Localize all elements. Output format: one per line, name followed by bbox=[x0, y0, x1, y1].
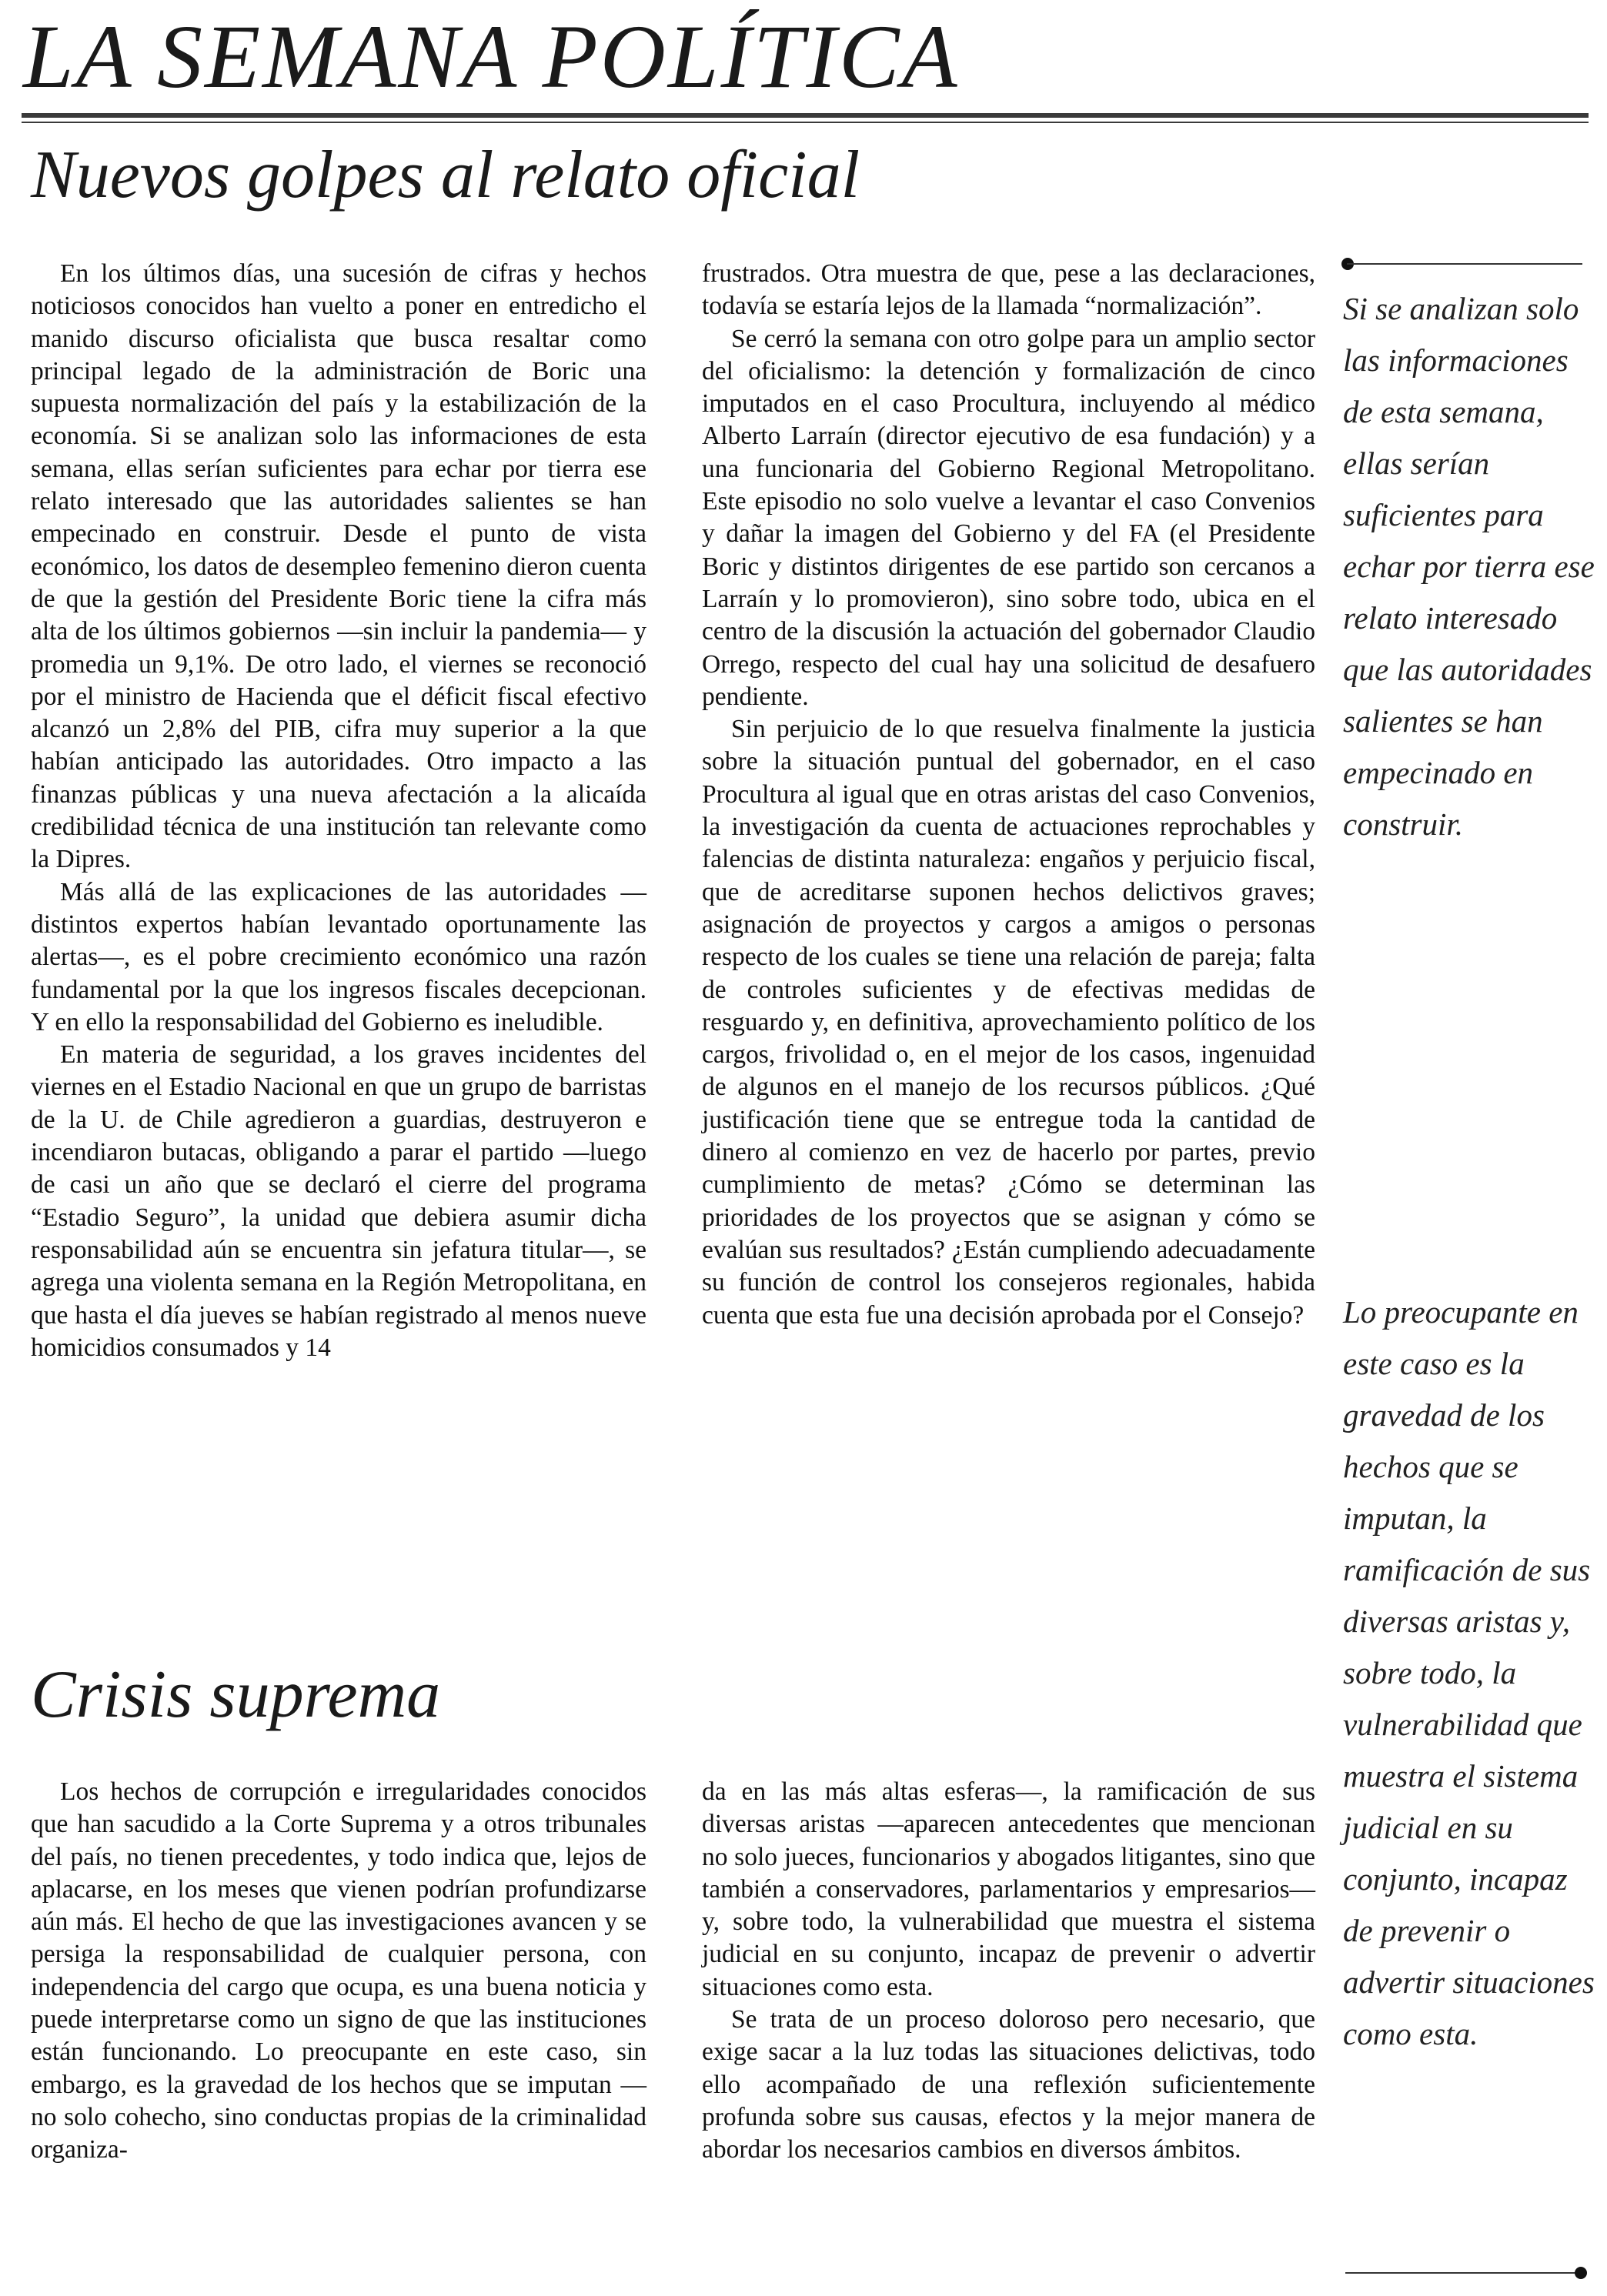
paragraph: Más allá de las explicaciones de las autoridades —distintos expertos habían levantado oportunamente las alertas—, es el pobre crecimiento económico una razón fundamental por la que los ingresos fiscales decepcionan. Y en ello la responsabilidad del Gobierno es ineludible. bbox=[31, 877, 646, 1036]
article-1-column-2 bbox=[702, 258, 1315, 1332]
paragraph: frustrados. Otra muestra de que, pese a las declaraciones, todavía se estaría lejos de la llamada “normalización”. bbox=[702, 259, 1315, 321]
paragraph: Sin perjuicio de lo que resuelva finalmente la justicia sobre la situación puntual del gobernador, en el caso Procultura al igual que en otras aristas del caso Convenios, la investigación da cuenta de actuaciones reprochables y falencias de distinta naturaleza: engaños y perjuicio fiscal, que de acreditarse suponen hechos delictivos graves; asignación de proyectos y cargos a amigos o personas respecto de los cuales se tiene una relación de pareja; falta de controles suficientes y de efectivas medidas de resguardo y, en definitiva, aprovechamiento político de los cargos, frivolidad o, en el mejor de los casos, ingenuidad de algunos en el manejo de los recursos públicos. ¿Qué justificación tiene que se entregue toda la cantidad de dinero al comienzo en vez de hacerlo por partes, previo cumplimiento de metas? ¿Cómo se determinan las prioridades de los proyectos que se asignan y cómo se evalúan sus resultados? ¿Están cumpliendo adecuadamente su función de control los consejeros regionales, habida cuenta que esta fue una decisión aprobada por el Consejo? bbox=[702, 715, 1315, 1330]
headline-article-2: Crisis suprema bbox=[31, 1657, 441, 1732]
paragraph: Se trata de un proceso doloroso pero necesario, que exige sacar a la luz todas las situaciones delictivas, todo ello acompañado de una reflexión suficientemente profunda sobre sus causas, efectos y la mejor manera de abordar los necesarios cambios en diversos ámbitos. bbox=[702, 2005, 1315, 2164]
article-1-column-1 bbox=[31, 258, 646, 1364]
paragraph: Se cerró la semana con otro golpe para un amplio sector del oficialismo: la detención y formalización de cinco imputados en el caso Procultura, incluyendo al médico Alberto Larraín (director ejecutivo de esa fundación) y a una funcionaria del Gobierno Regional Metropolitano. Este episodio no solo vuelve a levantar el caso Convenios y dañar la imagen del Gobierno y del FA (el Presidente Boric y distintos dirigentes de ese partido son cercanos a Larraín y lo promovieron), sino sobre todo, ubica en el centro de la discusión la actuación del gobernador Claudio Orrego, respecto del cual hay una solicitud de desafuero pendiente. bbox=[702, 324, 1315, 711]
pullquote-1: Si se analizan solo las informaciones de esta semana, ellas serían suficientes para echar por tierra ese relato interesado que las autoridades salientes se han empecinado en construir. bbox=[1343, 291, 1595, 842]
pullquote-bottom-rule bbox=[1345, 2272, 1581, 2274]
paragraph: da en las más altas esferas—, la ramificación de sus diversas aristas —aparecen antecedentes que mencionan no solo jueces, funcionarios y abogados litigantes, sino que también a conservadores, parlamentarios y empresarios— y, sobre todo, la vulnerabilidad que muestra el sistema judicial en su conjunto, incapaz de prevenir o advertir situaciones como esta. bbox=[702, 1777, 1315, 2001]
pullquote-bottom-dot bbox=[1575, 2267, 1587, 2279]
header-rule-thin bbox=[22, 122, 1589, 123]
paragraph: Los hechos de corrupción e irregularidades conocidos que han sacudido a la Corte Suprema y a otros tribunales del país, no tienen precedentes, y todo indica que, lejos de aplacarse, en los meses que vienen podrían profundizarse aún más. El hecho de que las investigaciones avancen y se persiga la responsabilidad de cualquier persona, con independencia del cargo que ocupa, es una buena noticia y puede interpretarse como un signo de que las instituciones están funcionando. Lo preocupante en este caso, sin embargo, es la gravedad de los hechos que se imputan —no solo cohecho, sino conductas propias de la criminalidad organiza- bbox=[31, 1777, 646, 2164]
article-2-column-2 bbox=[702, 1776, 1315, 2167]
section-title: LA SEMANA POLÍTICA bbox=[23, 6, 960, 107]
article-2-column-1 bbox=[31, 1776, 646, 2167]
pullquote-2: Lo preocupante en este caso es la gravedad de los hechos que se imputan, la ramificación de sus diversas aristas y, sobre todo, la vulnerabilidad que muestra el sistema judicial en su conjunto, incapaz de prevenir o advertir situaciones como esta. bbox=[1343, 1294, 1595, 2051]
pullquote-top-rule bbox=[1347, 263, 1582, 265]
paragraph: En materia de seguridad, a los graves incidentes del viernes en el Estadio Nacional en que un grupo de barristas de la U. de Chile agredieron a guardias, destruyeron e incendiaron butacas, obligando a parar el partido —luego de casi un año que se declaró el cierre del programa “Estadio Seguro”, la unidad que debiera asumir dicha responsabilidad aún se encuentra sin jefatura titular—, se agrega una violenta semana en la Región Metropolitana, en que hasta el día jueves se habían registrado al menos nueve homicidios consumados y 14 bbox=[31, 1040, 646, 1362]
paragraph: En los últimos días, una sucesión de cifras y hechos noticiosos conocidos han vuelto a poner en entredicho el manido discurso oficialista que busca resaltar como principal legado de la administración de Boric una supuesta normalización del país y la estabilización de la economía. Si se analizan solo las informaciones de esta semana, ellas serían suficientes para echar por tierra ese relato interesado que las autoridades salientes se han empecinado en construir. Desde el punto de vista económico, los datos de desempleo femenino dieron cuenta de que la gestión del Presidente Boric tiene la cifra más alta de los últimos gobiernos —sin incluir la pandemia— y promedia un 9,1%. De otro lado, el viernes se reconoció por el ministro de Hacienda que el déficit fiscal efectivo alcanzó un 2,8% del PIB, cifra muy superior a la que habían anticipado las autoridades. Otro impacto a las finanzas públicas y una nueva afectación a la alicaída credibilidad técnica de una institución tan relevante como la Dipres. bbox=[31, 259, 646, 874]
header-rule-thick bbox=[22, 113, 1589, 118]
headline-article-1: Nuevos golpes al relato oficial bbox=[31, 138, 860, 212]
